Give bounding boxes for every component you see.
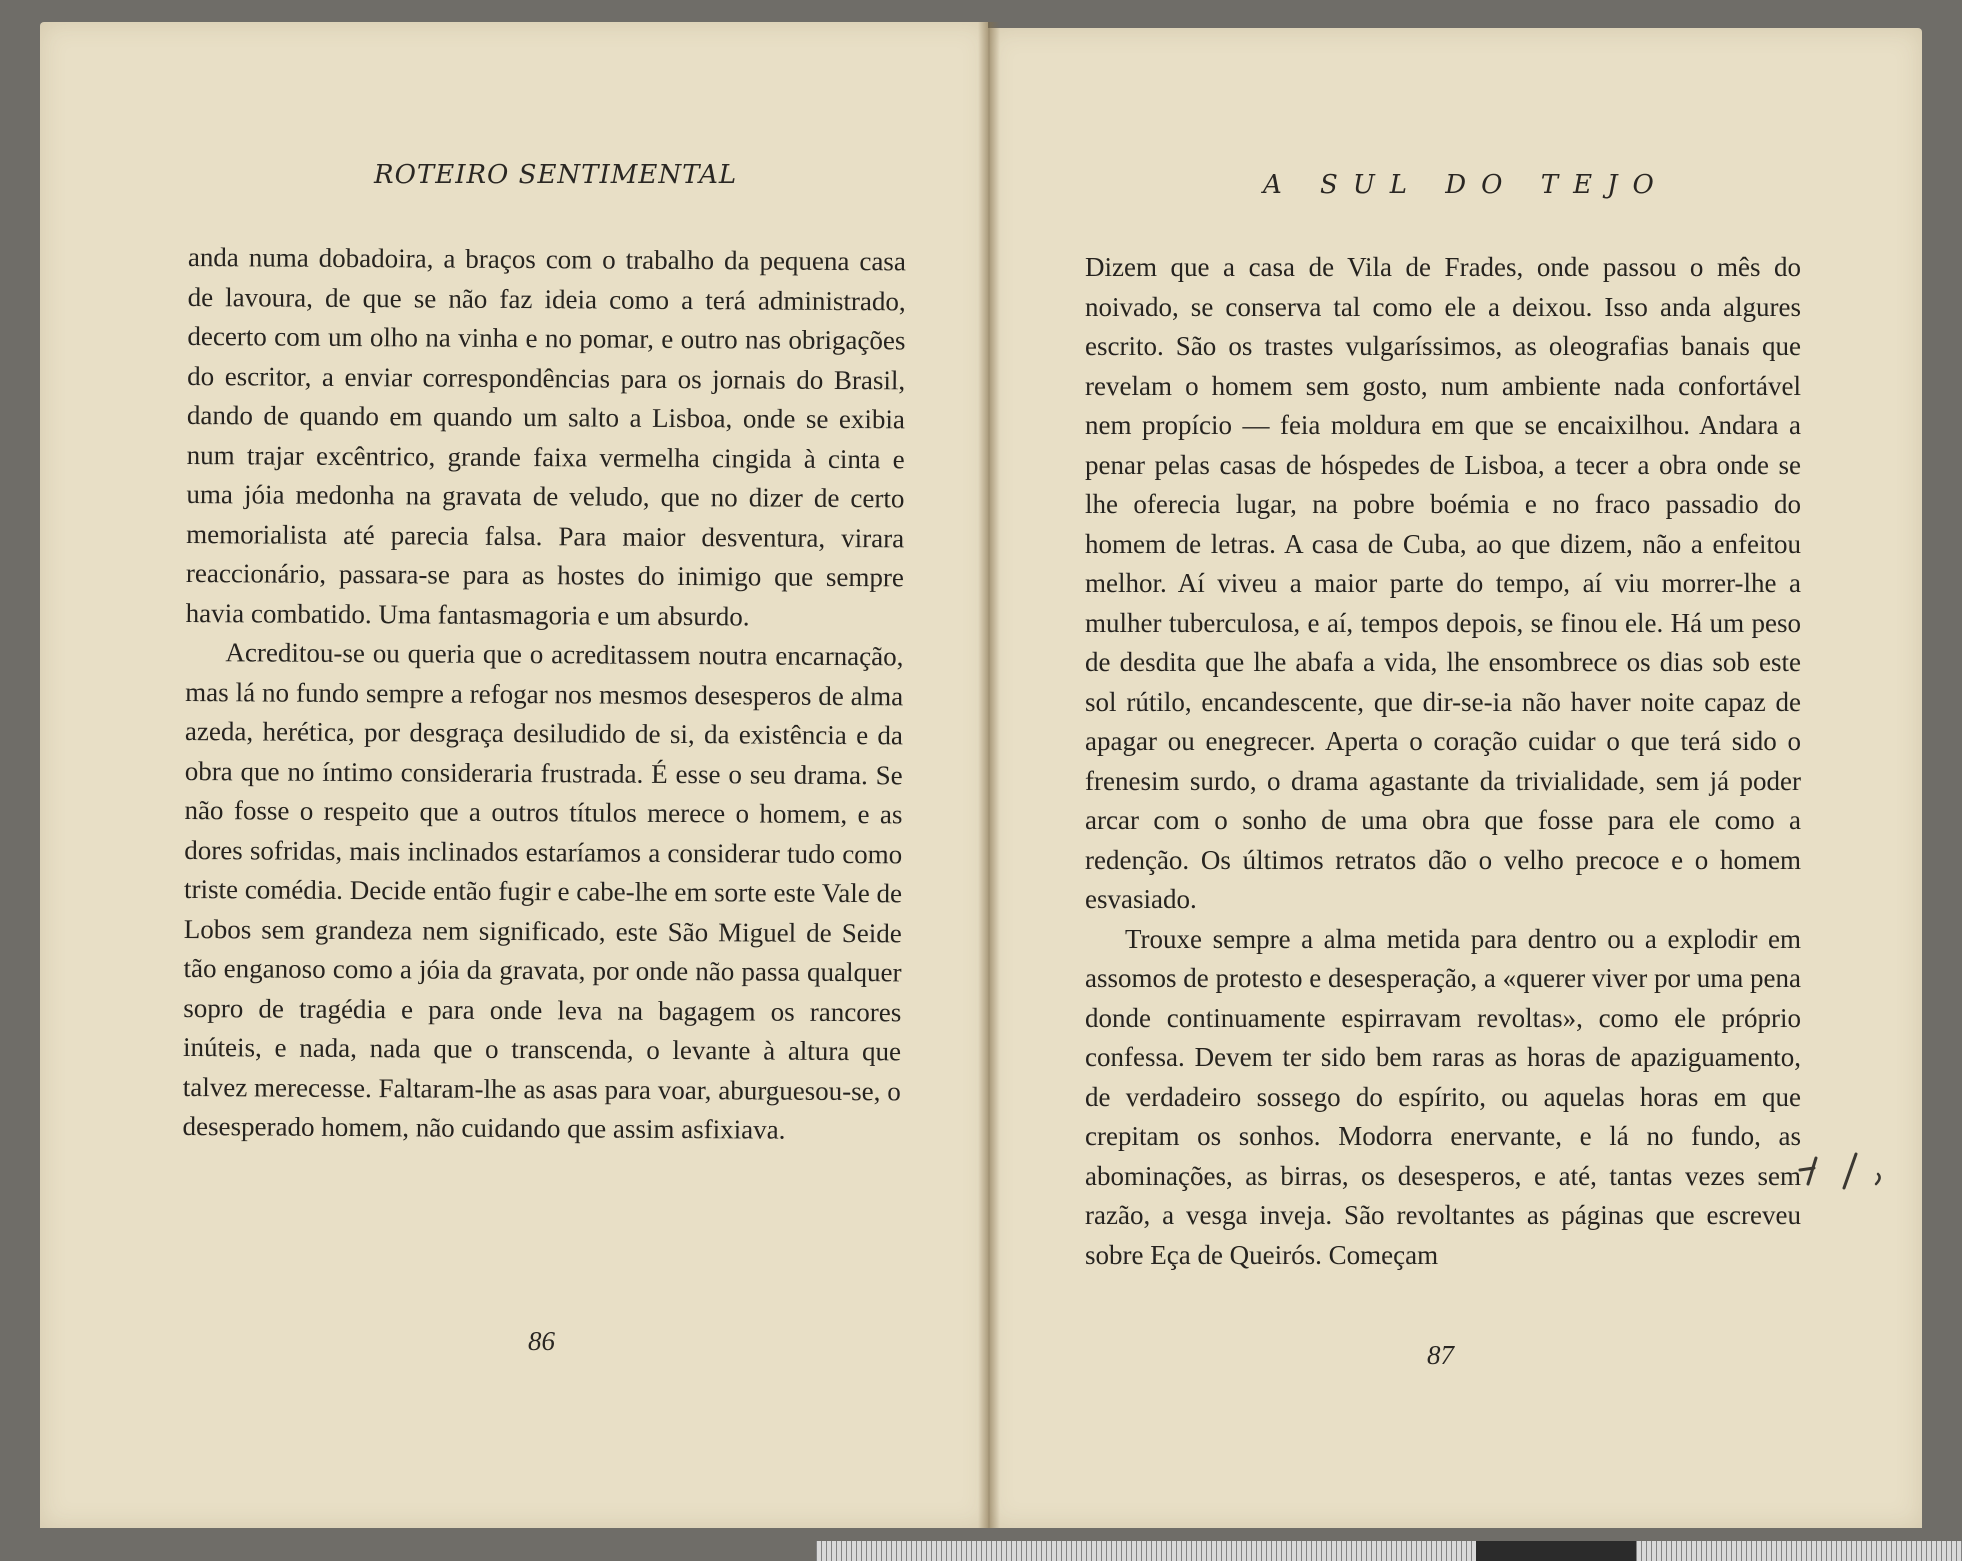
left-page-number: 86 <box>528 1326 555 1356</box>
right-body-text <box>1085 248 1801 1275</box>
left-running-head: ROTEIRO SENTIMENTAL <box>374 160 738 190</box>
scale-ruler <box>816 1541 1962 1561</box>
ruler-dark-segment <box>1476 1541 1636 1561</box>
pencil-mark-icon <box>1786 1140 1886 1200</box>
right-paragraph-1: Dizem que a casa de Vila de Frades, onde passou o mês do noivado, se conserva tal como ele a deixou. Isso anda algures escrito. São os trastes vulgaríssimos, as oleografias banais que revelam o homem sem gosto, num ambiente nada confortável nem propício — feia moldura em que se encaixilhou. Andara a penar pelas casas de hóspedes de Lisboa, a tecer a obra onde se lhe oferecia lugar, na pobre boémia e no fraco passadio do homem de letras. A casa de Cuba, ao que dizem, não a enfeitou melhor. Aí viveu a maior parte do tempo, aí viu morrer-lhe a mulher tuberculosa, e aí, tempos depois, se finou ele. Há um peso de desdita que lhe abafa a vida, lhe ensombrece os dias sob este sol rútilo, encandescente, que dir-se-ia não haver noite capaz de apagar ou enegrecer. Aperta o coração cuidar o que terá sido o frenesim surdo, o drama agastante da trivialidade, sem já poder arcar com o sonho de uma obra que fosse para ele como a redenção. Os últimos retratos dão o velho precoce e o homem esvasiado. <box>1085 252 1801 914</box>
right-page-number: 87 <box>1427 1340 1454 1370</box>
ruler-ticks <box>816 1541 1962 1561</box>
book-gutter <box>978 22 1000 1528</box>
right-paragraph-2: Trouxe sempre a alma metida para dentro ou a explodir em assomos de protesto e desesperação, a «querer viver por uma pena donde continuamente espirravam revoltas», como ele próprio confessa. Devem ter sido bem raras as horas de apaziguamento, de verdadeiro sossego do espírito, ou aquelas horas em que crepitam os sonhos. Modorra enervante, e lá no fundo, as abominações, as birras, os desesperos, e até, tantas vezes sem razão, a vesga inveja. São revoltantes as páginas que escreveu sobre Eça de Queirós. Começam <box>1085 923 1801 1270</box>
left-body-text <box>182 238 906 1151</box>
left-paragraph-2: Acreditou-se ou queria que o acreditassem noutra encarnação, mas lá no fundo sempre a refogar nos mesmos desesperos de alma azeda, herética, por desgraça desiludido de si, da existência e da obra que no íntimo consideraria frustrada. É esse o seu drama. Se não fosse o respeito que a outros títulos merece o homem, e as dores sofridas, mais inclinados estaríamos a considerar tudo como triste comédia. Decide então fugir e cabe-lhe em sorte este Vale de Lobos sem grandeza nem significado, este São Miguel de Seide tão enganoso como a jóia da gravata, por onde não passa qualquer sopro de tragédia e para onde leva na bagagem os rancores inúteis, e nada, nada que o transcenda, o levante à altura que talvez merecesse. Faltaram-lhe as asas para voar, aburguesou-se, o desesperado homem, não cuidando que assim asfixiava. <box>182 637 904 1145</box>
left-paragraph-1: anda numa dobadoira, a braços com o trabalho da pequena casa de lavoura, de que se não faz ideia como a terá administrado, decerto com um olho na vinha e no pomar, e outro nas obrigações do escritor, a enviar correspondências para os jornais do Brasil, dando de quando em quando um salto a Lisboa, onde se exibia num trajar excêntrico, grande faixa vermelha cingida à cinta e uma jóia medonha na gravata de veludo, que no dizer de certo memorialista até parecia falsa. Para maior desventura, virara reaccionário, passara-se para as hostes do inimigo que sempre havia combatido. Uma fantasmagoria e um absurdo. <box>185 241 906 631</box>
right-running-head: A SUL DO TEJO <box>1263 170 1669 200</box>
